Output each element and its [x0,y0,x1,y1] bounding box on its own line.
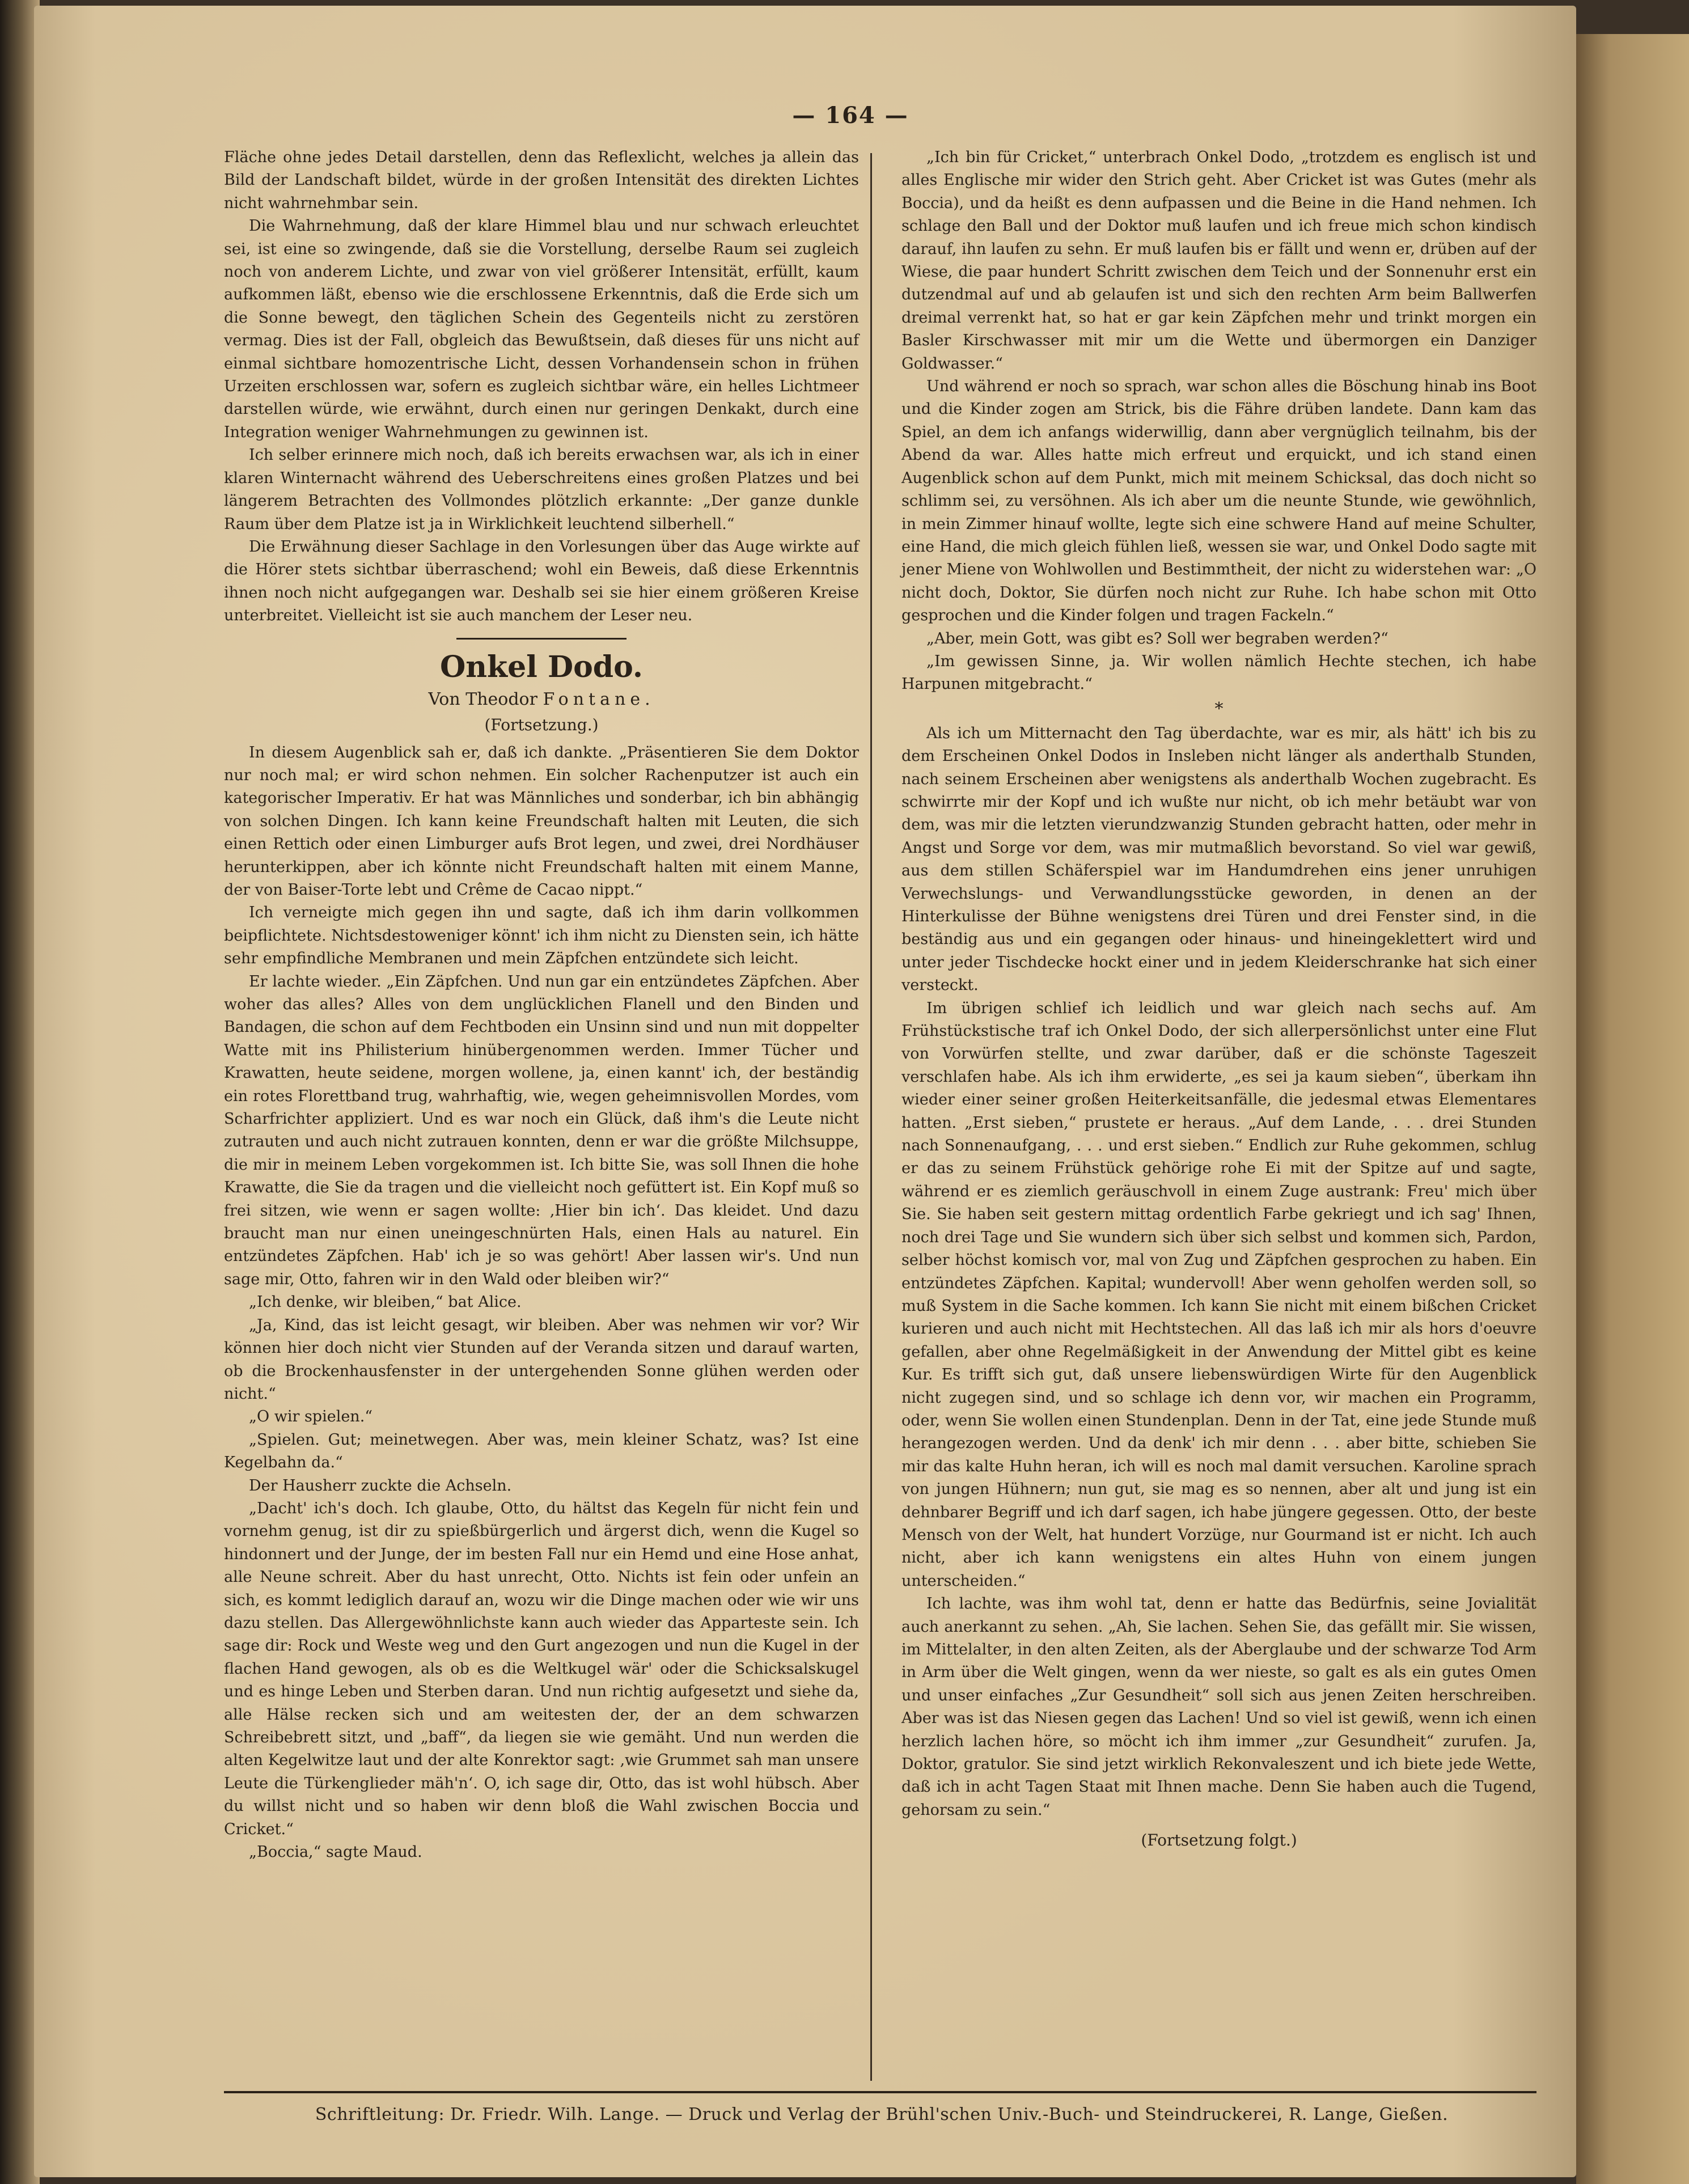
section-asterisk: * [1214,699,1224,719]
byline [224,687,859,712]
story-paragraph: Im übrigen schlief ich leidlich und war gleich nach sechs auf. Am Frühstückstische traf ich Onkel Dodo, der sich allerpersönlichst unter eine Flut von Vorwürfen stellte, und zwar darüber, daß er die schönste Tageszeit verschlafen habe. Als ich ihm erwiderte, „es sei ja kaum sieben“, überkam ihn wieder einer seiner großen Heiterkeitsanfälle, die jedesmal etwas Elementares hatten. „Erst sieben,“ prustete er heraus. „Auf dem Lande, . . . drei Stunden nach Sonnenaufgang, . . . und erst sieben.“ Endlich zur Ruhe gekommen, schlug er das zu seinem Frühstück gehörige rohe Ei mit der Spitze auf und sagte, während er es ziemlich geräuschvoll in einem Zuge austrank: Freu' mich über Sie. Sie haben seit gestern mittag ordentlich Farbe gekriegt und ich sag' Ihnen, noch drei Tage und Sie wundern sich über sich selbst und kommen sich, Pardon, selber höchst komisch vor, mal von Zug und Zäpfchen gesprochen zu haben. Ein entzündetes Zäpfchen. Kapital; wundervoll! Aber wenn geholfen werden soll, so muß System in die Sache kommen. Ich kann Sie nicht mit einem bißchen Cricket kurieren und auch nicht mit Hechtstechen. All das laß ich mir als hors d'oeuvre gefallen, aber ohne Regelmäßigkeit in der Anwendung der Mittel gibt es keine Kur. Es trifft sich gut, daß unsere liebenswürdigen Wirte für den Augenblick nicht zugegen sind, und so schlage ich denn vor, wir machen ein Programm, oder, wenn Sie wollen einen Stundenplan. Denn in der Tat, eine jede Stunde muß herangezogen werden. Und da denk' ich mir denn . . . aber bitte, schieben Sie mir das kalte Huhn heran, ich will es noch mal damit versuchen. Karoline sprach von jungen Hühnern; nun gut, sie mag es so nennen, aber alt und jung ist ein dehnbarer Begriff und ich darf sagen, ich habe jüngere gegessen. Otto, der beste Mensch von der Welt, hat hundert Vorzüge, nur Gourmand ist er nicht. Ich auch nicht, aber ich kann wenigstens ein altes Huhn von einem jungen unterscheiden.“ [901,999,1536,1590]
imprint-footer: Schriftleitung: Dr. Friedr. Wilh. Lange. — Druck und Verlag der Brühl'schen Univ.-Buch- und Steindruckerei, R. Lange, Gießen. [315,2105,1449,2124]
story-paragraph: Als ich um Mitternacht den Tag überdachte, war es mir, als hätt' ich bis zu dem Erscheinen Onkel Dodos in Insleben nicht länger als anderthalb Stunden, nach seinem Erscheinen aber wenigstens als anderthalb Wochen zugebracht. Es schwirrte mir der Kopf und ich wußte nur nicht, ob ich mehr betäubt war von dem, was mir die letzten vierundzwanzig Stunden gebracht hatten, oder mehr in Angst und Sorge vor dem, was mir mutmaßlich bevorstand. So viel war gewiß, aus dem stillen Schäferspiel war im Handumdrehen eins jener unruhigen Verwechslungs- und Verwandlungsstücke geworden, in denen an der Hinterkulisse der Bühne wenigstens drei Türen und drei Fenster sind, in die beständig aus und ein gegangen oder hinaus- und hineingeklettert wird und unter jeder Tischdecke hockt einer und in jedem Kleiderschranke hat sich einer versteckt. [901,724,1536,994]
story-paragraph: Der Hausherr zuckte die Achseln. [249,1476,512,1495]
story-paragraph: „Ich bin für Cricket,“ unterbrach Onkel Dodo, „trotzdem es englisch ist und alles Englische mir wider den Strich geht. Aber Cricket ist was Gutes (mehr als Boccia), und da heißt es denn aufpassen und die Beine in die Hand nehmen. Ich schlage den Ball und der Doktor muß laufen und ich freue mich schon kindisch darauf, ihn laufen zu sehn. Er muß laufen bis er fällt und wenn er, drüben auf der Wiese, die paar hundert Schritt zwischen dem Teich und der Sonnenuhr erst ein dutzendmal auf und ab gelaufen ist und sich den rechten Arm beim Ballwerfen dreimal verrenkt hat, so hat er gar kein Zäpfchen mehr und trinkt morgen ein Basler Kirschwasser mit mir um die Wette und übermorgen ein Danziger Goldwasser.“ [901,149,1536,373]
adjacent-page-edge [1576,34,1689,2184]
story-paragraph: Ich lachte, was ihm wohl tat, denn er hatte das Bedürfnis, seine Jovialität auch anerkannt zu sehen. „Ah, Sie lachen. Sehen Sie, das gefällt mir. Sie wissen, im Mittelalter, in den alten Zeiten, als der Aberglaube und der schwarze Tod Arm in Arm über die Welt gingen, wenn da wer nieste, so galt es als ein gutes Omen und unser einfaches „Zur Gesundheit“ soll sich aus jenen Zeiten herschreiben. Aber was ist das Niesen gegen das Lachen! Und so viel ist gewiß, wenn ich einen herzlich lachen höre, so möcht ich ihm immer „zur Gesundheit“ zurufen. Ja, Doktor, gratulor. Sie sind jetzt wirklich Rekonvaleszent und ich biete jede Wette, daß ich in acht Tagen Staat mit Ihnen mache. Denn Sie haben auch die Tugend, gehorsam zu sein.“ [901,1595,1536,1819]
story-paragraph: Er lachte wieder. „Ein Zäpfchen. Und nun gar ein entzündetes Zäpfchen. Aber woher das alles? Alles von dem unglücklichen Flanell und den Binden und Bandagen, die schon auf dem Fechtboden ein Unsinn sind und nun mit doppelter Watte mit ins Philisterium hinübergenommen werden. Immer Tücher und Krawatten, heute seidene, morgen wollene, ja, einen kannt' ich, der beständig ein rotes Florettband trug, wahrhaftig, wie, wegen geheimnisvollen Mordes, vom Scharfrichter appliziert. Und es war noch ein Glück, daß ihm's die Leute nicht zutrauten und auch nicht zutrauen konnten, denn er war die größte Milchsuppe, die mir in meinem Leben vorgekommen ist. Ich bitte Sie, was soll Ihnen die hohe Krawatte, die Sie da tragen und die vielleicht noch gefüttert ist. Ein Kopf muß so frei sitzen, wie wenn er sagen wollte: ‚Hier bin ich‘. Das kleidet. Und dazu braucht man nur einen uneingeschnürten Hals, einen Hals au naturel. Ein entzündetes Zäpfchen. Hab' ich je so was gehört! Aber lassen wir's. Und nun sage mir, Otto, fahren wir in den Wald oder bleiben wir?“ [224,972,859,1288]
story-paragraph: „Ja, Kind, das ist leicht gesagt, wir bleiben. Aber was nehmen wir vor? Wir können hier doch nicht vier Stunden auf der Veranda sitzen und darauf warten, ob die Brockenhausfenster in der untergehenden Sonne glühen werden oder nicht.“ [224,1316,859,1403]
story-paragraph: In diesem Augenblick sah er, daß ich dankte. „Präsentieren Sie dem Doktor nur noch mal; er wird schon nehmen. Ein solcher Rachenputzer ist auch ein kategorischer Imperativ. Er hat was Männliches und sonderbar, ich bin abhängig von solchen Dingen. Ich kann keine Freundschaft halten mit Leuten, die sich einen Rettich oder einen Limburger aufs Brot legen, und zwei, drei Nordhäuser herunterkippen, aber ich könnte nicht Freundschaft halten mit einem Manne, der von Baiser-Torte lebt und Crême de Cacao nippt.“ [224,743,859,899]
to-be-continued-note: (Fortsetzung folgt.) [1141,1831,1297,1850]
article-paragraph: Die Erwähnung dieser Sachlage in den Vorlesungen über das Auge wirkte auf die Hörer stets sichtbar überraschend; wohl ein Beweis, daß diese Erkenntnis ihnen noch nicht aufgegangen war. Deshalb sei sie hier einem größeren Kreise unterbreitet. Vielleicht ist sie auch manchem der Leser neu. [224,537,859,625]
story-paragraph: „Aber, mein Gott, was gibt es? Soll wer begraben werden?“ [926,629,1389,647]
story-paragraph: Ich verneigte mich gegen ihn und sagte, daß ich ihm darin vollkommen beipflichtete. Nichtsdestoweniger könnt' ich ihm nicht zu Diensten sein, ich hätte sehr empfindliche Membranen und mein Zäpfchen entzündete sich leicht. [224,904,859,968]
article-paragraph: Ich selber erinnere mich noch, daß ich bereits erwachsen war, als ich in einer klaren Winternacht während des Ueberschreitens eines großen Platzes und bei längerem Betrachten des Vollmondes plötzlich erkannte: „Der ganze dunkle Raum über dem Platze ist ja in Wirklichkeit leuchtend silberhell.“ [224,446,859,533]
story-paragraph: „Im gewissen Sinne, ja. Wir wollen nämlich Hechte stechen, ich habe Harpunen mitgebracht.“ [901,652,1536,693]
byline-prefix: Von Theodor [428,689,537,709]
story-paragraph: „Ich denke, wir bleiben,“ bat Alice. [249,1293,522,1311]
story-paragraph: „O wir spielen.“ [249,1408,373,1426]
column-divider [870,153,872,2081]
byline-author: Fontane. [543,689,655,709]
article-paragraph: Die Wahrnehmung, daß der klare Himmel blau und nur schwach erleuchtet sei, ist eine so zwingende, daß sie die Vorstellung, derselbe Raum sei zugleich noch von anderem Lichte, und zwar von viel größerer Intensität, erfüllt, kaum aufkommen läßt, ebenso wie die erschlossene Erkenntnis, daß die Erde sich um die Sonne bewegt, den täglichen Schein des Gegenteils nicht zu zerstören vermag. Dies ist der Fall, obgleich das Bewußtsein, daß dieses für uns nicht auf einmal sichtbare homozentrische Licht, dessen Vorhandensein schon in frühen Urzeiten erschlossen war, sofern es zugleich sichtbar wäre, ein helles Lichtmeer darstellen würde, wie erwähnt, durch einen nur geringen Denkakt, durch eine Integration weniger Wahrnehmungen zu gewinnen ist. [224,217,859,441]
section-divider [456,638,627,640]
story-paragraph: Und während er noch so sprach, war schon alles die Böschung hinab ins Boot und die Kinder zogen am Strick, bis die Fähre drüben landete. Dann kam das Spiel, an dem ich anfangs widerwillig, dann aber vergnüglich teilnahm, bis der Abend da war. Alles hatte mich erfreut und erquickt, und ich stand einen Augenblick schon auf dem Punkt, mich mit meinem Schicksal, das doch nicht so schlimm sei, zu versöhnen. Als ich aber um die neunte Stunde, wie gewöhnlich, in mein Zimmer hinauf wollte, legte sich eine schwere Hand auf meine Schulter, eine Hand, die mich gleich fühlen ließ, wessen sie war, und Onkel Dodo sagte mit jener Miene von Wohlwollen und Bestimmtheit, der nicht zu widerstehen war: „O nicht doch, Doktor, Sie dürfen noch nicht zur Ruhe. Ich habe schon mit Otto gesprochen und die Kinder folgen und tragen Fackeln.“ [901,378,1536,625]
left-column [224,146,859,1864]
story-headline: Onkel Dodo. [439,649,644,684]
footer-rule [224,2091,1536,2093]
right-column [901,146,1536,1855]
story-paragraph: „Boccia,“ sagte Maud. [249,1843,422,1861]
story-paragraph: „Spielen. Gut; meinetwegen. Aber was, mein kleiner Schatz, was? Ist eine Kegelbahn da.“ [224,1430,859,1472]
article-paragraph: Fläche ohne jedes Detail darstellen, denn das Reflexlicht, welches ja allein das Bild der Landschaft bildet, würde in der großen Intensität des direkten Lichtes nicht wahrnehmbar sein. [224,149,859,212]
story-paragraph: „Dacht' ich's doch. Ich glaube, Otto, du hältst das Kegeln für nicht fein und vornehm genug, ist dir zu spießbürgerlich und ärgerst dich, wenn die Kugel so hindonnert und der Junge, der im besten Fall nur ein Hemd und eine Hose anhat, alle Neune schreit. Aber du hast unrecht, Otto. Nichts ist fein oder unfein an sich, es kommt lediglich darauf an, wozu wir die Dinge machen oder wie wir uns dazu stellen. Das Allergewöhnlichste kann auch wieder das Apparteste sein. Ich sage dir: Rock und Weste weg und den Gurt angezogen und nun die Kugel in der flachen Hand gewogen, als ob es die Weltkugel wär' oder die Schicksalskugel und es hinge Leben und Sterben daran. Und nun richtig aufgesetzt und siehe da, alle Hälse recken sich und am weitesten der, der an dem schwarzen Schreibebrett sitzt, und „baff“, da liegen sie wie gemäht. Und nun werden die alten Kegelwitze laut und der alte Konrektor sagt: ‚wie Grummet sah man unsere Leute die Türkenglieder mäh'n‘. O, ich sage dir, Otto, das ist wohl hübsch. Aber du willst nicht und so haben wir denn bloß die Wahl zwischen Boccia und Cricket.“ [224,1499,859,1838]
page-number: — 164 — [792,102,909,129]
continuation-label: (Fortsetzung.) [484,715,599,734]
